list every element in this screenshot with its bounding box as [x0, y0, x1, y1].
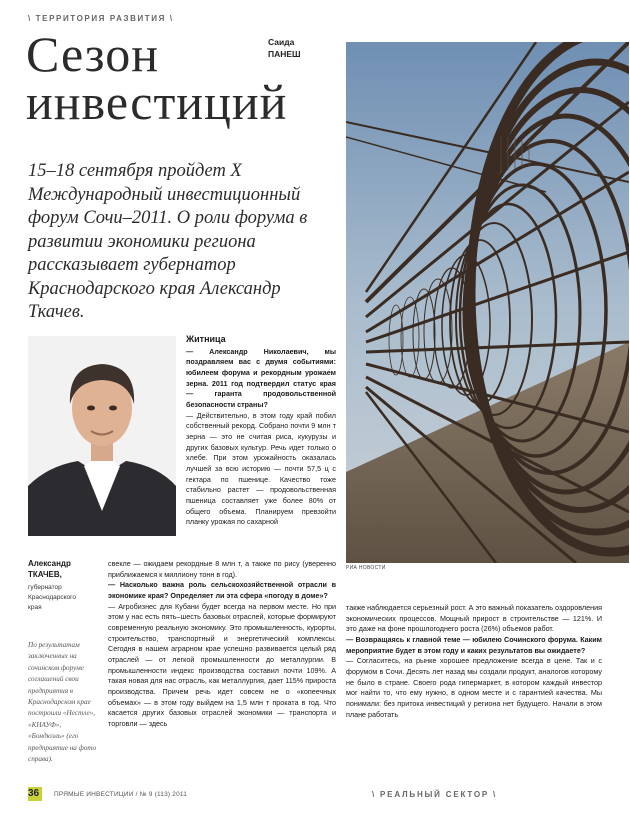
- author-first-name: Саида: [268, 37, 295, 47]
- article-column-2: [346, 603, 602, 720]
- answer-1-continued: свекле — ожидаем рекордные 8 млн т, а также по рису (уверенно приближаемся к миллиону тонн в год).: [108, 559, 336, 579]
- person-role-line: Краснодарского: [28, 594, 76, 601]
- page-number: 36: [28, 788, 40, 799]
- question-3: — Возвращаясь к главной теме — юбилею Сочинского форума. Каким мероприятие будет в этом году и каких результатов вы ожидаете?: [346, 634, 602, 655]
- person-last-name: ТКАЧЕВ,: [28, 570, 62, 579]
- person-role-line: края: [28, 604, 42, 611]
- publication-info: ПРЯМЫЕ ИНВЕСТИЦИИ / № 9 (113) 2011: [54, 791, 188, 798]
- rebar-cage-illustration: [346, 42, 629, 563]
- portrait-photo: [28, 336, 176, 536]
- lead-paragraph: 15–18 сентября пройдет X Международный инвестиционный форум Сочи–2011. О роли форума в развитии экономики региона рассказывает губернатор Краснодарского края Александр Ткачев.: [28, 161, 308, 322]
- question-2: — Насколько важна роль сельскохозяйственной отрасли в экономике края? Определяет ли эта сфера «погоду в доме»?: [108, 580, 336, 600]
- subheading: Житница: [186, 334, 226, 344]
- main-photo: [346, 42, 629, 563]
- photo-credit: РИА НОВОСТИ: [346, 565, 386, 571]
- portrait-illustration: [28, 336, 176, 536]
- author-last-name: ПАНЕШ: [268, 49, 301, 59]
- question-1: — Александр Николаевич, мы поздравляем вас с двумя событиями: юбилеем форума и рекордным урожаем зерна. 2011 год подтвердил статус края — гаранта продовольственной безопасности страны?: [186, 346, 336, 409]
- person-first-name: Александр: [28, 559, 71, 568]
- person-name: [28, 558, 71, 580]
- person-role-line: губернатор: [28, 584, 62, 591]
- column-2-paragraph: также наблюдается серьезный рост. А это важный показатель оздоровления экономических процессов. Мощный прирост в строительстве — 121%. И это даже на фоне прошлогоднего роста (26%) объемов работ.: [346, 603, 602, 634]
- article-column-1: [186, 334, 336, 528]
- answer-2: — Агробизнес для Кубани будет всегда на первом месте. Но при этом у нас есть пять–шесть базовых отраслей, которые формируют современную реальную экономику. Это промышленность, курорты, строительство, транспортный и энергетический комплексы. Сегодня в нашем аграрном крае успешно развивается целый ряд отраслей — от легкой промышленности до металлургии. В промышленности индекс производства составил почти 109%. А такая новая для нас отрасль, как металлургия, дает 115% прироста производства. Причем речь идет совсем не о «копеечных объемах» — в этом году выйдем на 1,5 млн т проката в год. Что касается других базовых отраслей экономики — транспорта и торговли — здесь: [108, 601, 336, 728]
- footer-section-tag: \ РЕАЛЬНЫЙ СЕКТОР \: [372, 790, 498, 799]
- title-line-2: инвестиций: [26, 74, 288, 130]
- person-role: [28, 583, 76, 613]
- article-column-1-wide: [108, 559, 336, 730]
- answer-3: — Согласитесь, на рынке хорошее предложение всегда в цене. Так и с форумом в Сочи. Десять лет назад мы создали продукт, аналогов которому не было в стране. Своего рода гипермаркет, в котором каждый инвестор мог найти то, что ему нужно, в одном месте и с гарантией качества. Мы понимали: без притока инвестиций у региона нет будущего. Начали в этом плане работать: [346, 656, 602, 719]
- title-line-1: Сезон: [26, 26, 159, 82]
- article-title: [26, 26, 288, 130]
- author-byline: [268, 36, 301, 60]
- section-tag: \ ТЕРРИТОРИЯ РАЗВИТИЯ \: [28, 14, 174, 23]
- sidebar-note: По результатам заключенных на сочинском форуме соглашений свои предприятия в Краснодарском крае построили «Нестле», «КНАУФ», «Бондюэль» (его предприятие на фото справа).: [28, 641, 97, 764]
- answer-1: — Действительно, в этом году край побил собственный рекорд. Собрано почти 9 млн т зерна — это не считая риса, кукурузы и других базовых культур. Речь идет только о хлебе. При этом урожайность оказалась лучшей за всю историю — почти 57,5 ц с гектара по пшенице. Качество тоже стабильно растет — продовольственная пшеница составляет уже более 80% от общего объема. Планируем превзойти планку урожая по сахарной: [186, 410, 336, 527]
